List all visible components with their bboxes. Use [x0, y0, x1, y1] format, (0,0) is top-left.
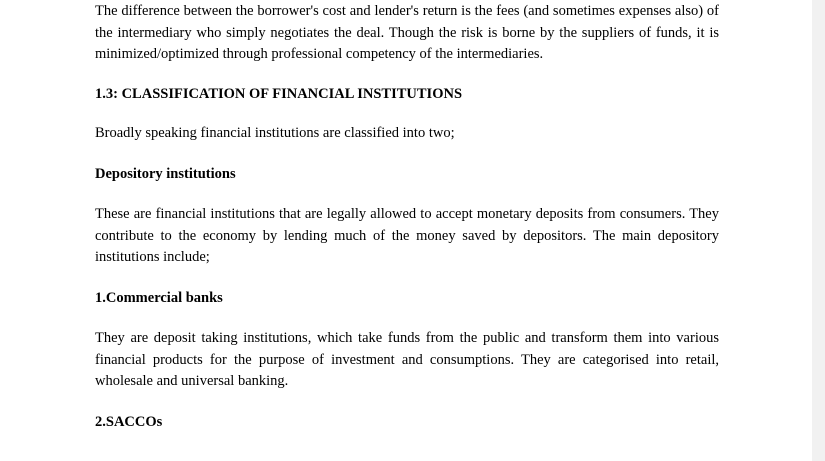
section-heading-classification: 1.3: CLASSIFICATION OF FINANCIAL INSTITUTIONS — [95, 85, 463, 102]
page-gutter — [812, 0, 825, 461]
paragraph-intermediaries: The difference between the borrower's cost and lender's return is the fees (and sometimes expenses also) of the intermediary who simply negotiates the deal. Though the risk is borne by the suppliers of funds, it is minimized/optimized through professional competency of the intermediaries. — [95, 3, 719, 62]
paragraph-depository: These are financial institutions that are legally allowed to accept monetary deposits from consumers. They contribute to the economy by lending much of the money saved by depositors. The main depository institutions include; — [95, 206, 719, 265]
paragraph-commercial-banks: They are deposit taking institutions, which take funds from the public and transform them into various financial products for the purpose of investment and consumptions. They are categorised into retail, wholesale and universal banking. — [95, 330, 719, 389]
document-body — [95, 0, 719, 433]
heading-commercial-banks: 1.Commercial banks — [95, 289, 223, 306]
heading-depository-institutions: Depository institutions — [95, 165, 236, 182]
heading-saccos: 2.SACCOs — [95, 413, 163, 430]
paragraph-classified: Broadly speaking financial institutions are classified into two; — [95, 125, 455, 141]
